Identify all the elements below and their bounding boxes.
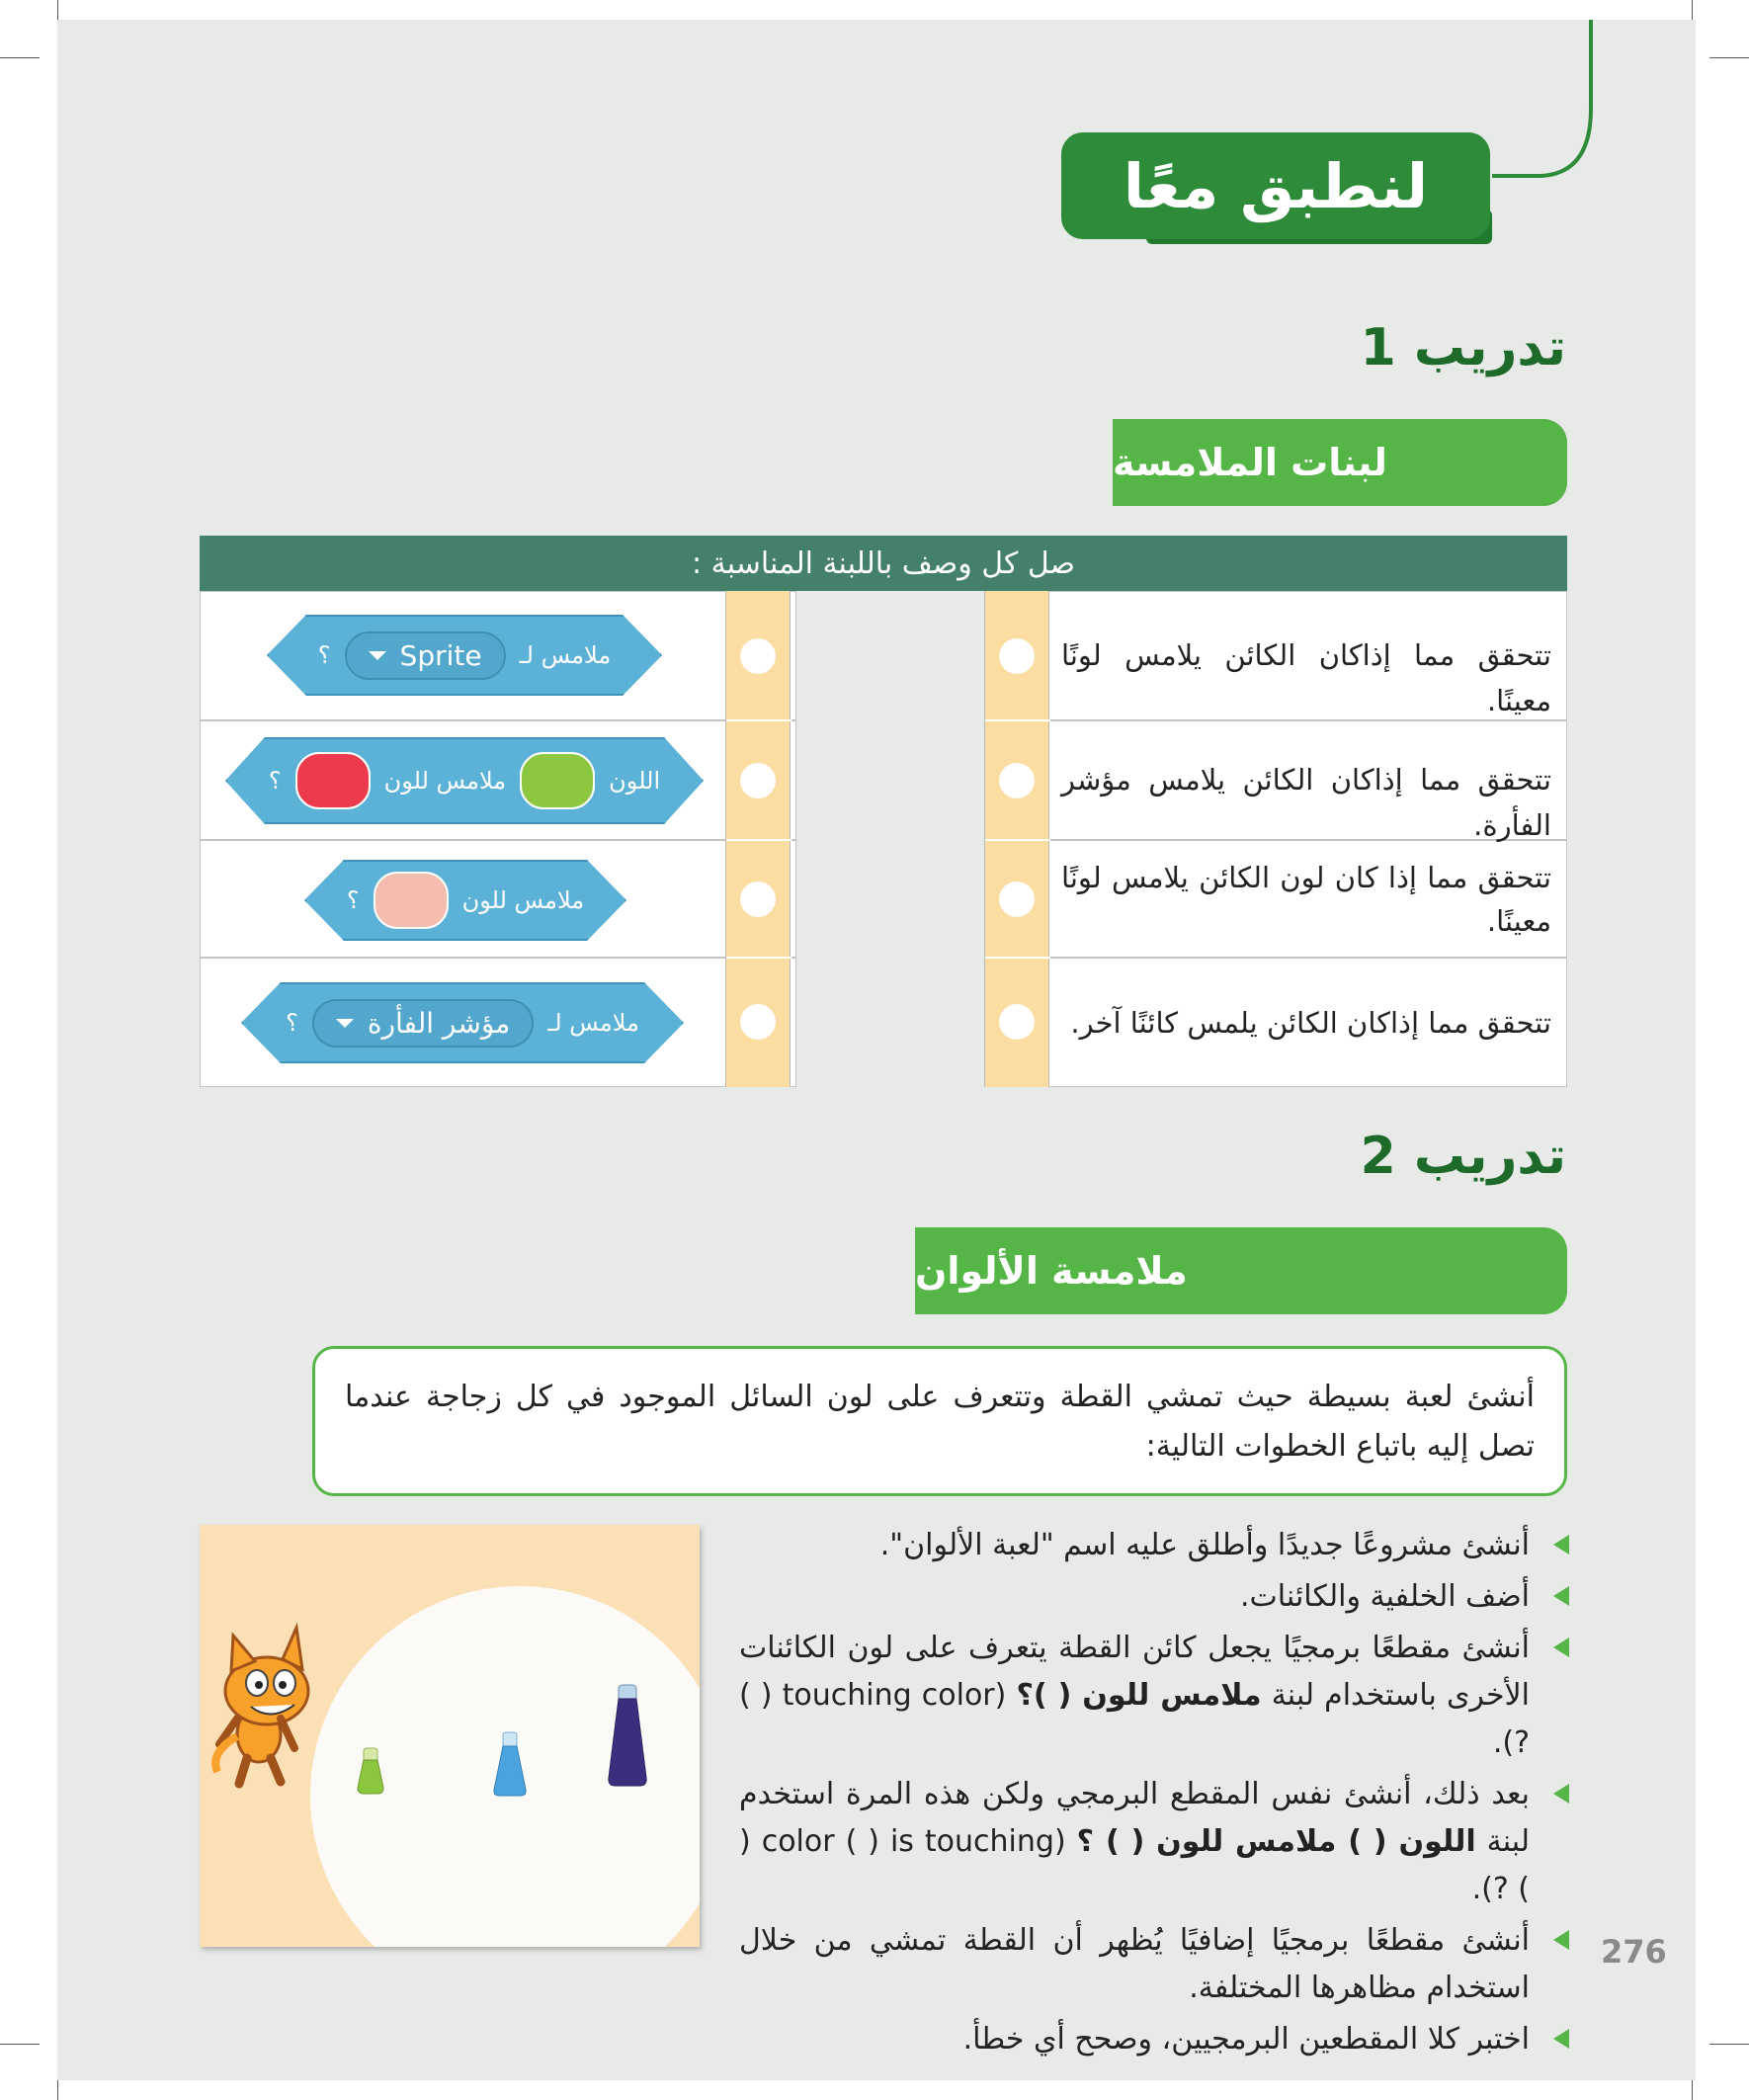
right-dot-strip [984,591,1049,1087]
steps-list [739,1522,1530,2065]
step-text: بعد ذلك، أنشئ نفس المقطع البرمجي ولكن هذه المرة استخدم لبنة [739,1777,1530,1859]
list-item [739,1917,1530,2012]
color-touching-color-block [225,737,704,824]
exercise-1-banner: لبنات الملامسة [1113,419,1567,506]
crop-mark [1709,2044,1749,2045]
match-dot[interactable] [740,763,776,798]
match-dot[interactable] [740,638,776,674]
cat-sprite-icon [215,1628,308,1784]
list-item [739,1771,1530,1913]
dropdown-arrow-icon [336,1019,354,1028]
step-text: (touching color ( ) ?). [739,1678,1530,1760]
exercise-2-banner: ملامسة الألوان [915,1227,1567,1314]
match-dot[interactable] [999,763,1035,798]
exercise-2-heading: تدريب 2 [1360,1127,1566,1186]
step-text: أنشئ مقطعًا برمجيًا يجعل كائن القطة يتعرف على لون الكائنات الأخرى باستخدام لبنة [739,1631,1530,1713]
touching-sprite-block [267,615,662,696]
matching-table [200,591,1567,1087]
block-question-mark: ؟ [317,641,331,669]
list-item [739,2016,1530,2063]
game-stage-illustration [200,1525,700,1947]
page-number: 276 [1601,1933,1667,1971]
dropdown-value: مؤشر الفأرة [367,1006,511,1040]
dropdown-value: Sprite [399,638,482,672]
color-swatch-1[interactable] [520,752,595,809]
block-label: ملامس للون [461,886,585,914]
match-dot[interactable] [740,1004,776,1040]
block-label: اللون [609,767,661,795]
blue-bottle-icon [494,1732,526,1796]
touching-mouse-pointer-block [241,982,684,1063]
step-text: (color ( ) is touching ( ) ?). [739,1824,1530,1906]
purple-bottle-icon [609,1685,646,1786]
match-dot[interactable] [999,882,1035,917]
list-item [739,1522,1530,1569]
list-item [739,1625,1530,1767]
step-text: أضف الخلفية والكائنات. [1239,1579,1530,1614]
match-dot[interactable] [740,882,776,917]
sprite-dropdown[interactable] [345,631,506,680]
step-text: أنشئ مقطعًا برمجيًا إضافيًا يُظهر أن القطة تمشي من خلال استخدام مظاهرها المختلفة. [739,1923,1530,2005]
match-dot[interactable] [999,1004,1035,1040]
block-label: ملامس لـ [547,1009,639,1037]
list-item [739,1573,1530,1621]
block-label: ملامس للون [383,767,507,795]
description-4: تتحقق مما إذاكان الكائن يلمس كائنًا آخر. [1070,1006,1551,1040]
description-1: تتحقق مما إذاكان الكائن يلامس لونًا معينًا. [1061,638,1551,717]
dropdown-arrow-icon [369,651,386,660]
step-bold-text: اللون ( ) ملامس للون ( ) ؟ [1076,1824,1476,1859]
touching-color-block [304,860,626,941]
block-question-mark: ؟ [268,767,282,795]
page-title: لنطبق معًا [1061,132,1490,239]
block-question-mark: ؟ [286,1009,298,1037]
color-swatch-2[interactable] [295,752,371,809]
green-bottle-icon [358,1748,383,1794]
step-text: اختبر كلا المقطعين البرمجيين، وصحح أي خطأ. [962,2022,1530,2057]
color-swatch[interactable] [374,872,449,929]
table-instruction: صل كل وصف باللبنة المناسبة : [200,536,1567,591]
block-label: ملامس لـ [519,641,612,669]
step-text: أنشئ مشروعًا جديدًا وأطلق عليه اسم "لعبة الألوان". [879,1528,1530,1562]
step-bold-text: ملامس للون ( )؟ [1016,1678,1262,1713]
task-box: أنشئ لعبة بسيطة حيث تمشي القطة وتتعرف على لون السائل الموجود في كل زجاجة عندما تصل إليه باتباع الخطوات التالية: [312,1346,1567,1496]
block-question-mark: ؟ [346,886,360,914]
description-2: تتحقق مما إذاكان الكائن يلامس مؤشر الفأرة. [1061,763,1551,842]
exercise-1-heading: تدريب 1 [1360,318,1566,378]
crop-mark [0,2044,40,2045]
left-dot-strip [725,591,791,1087]
match-dot[interactable] [999,638,1035,674]
description-3: تتحقق مما إذا كان لون الكائن يلامس لونًا معينًا. [1061,861,1551,938]
target-dropdown[interactable] [312,999,534,1048]
